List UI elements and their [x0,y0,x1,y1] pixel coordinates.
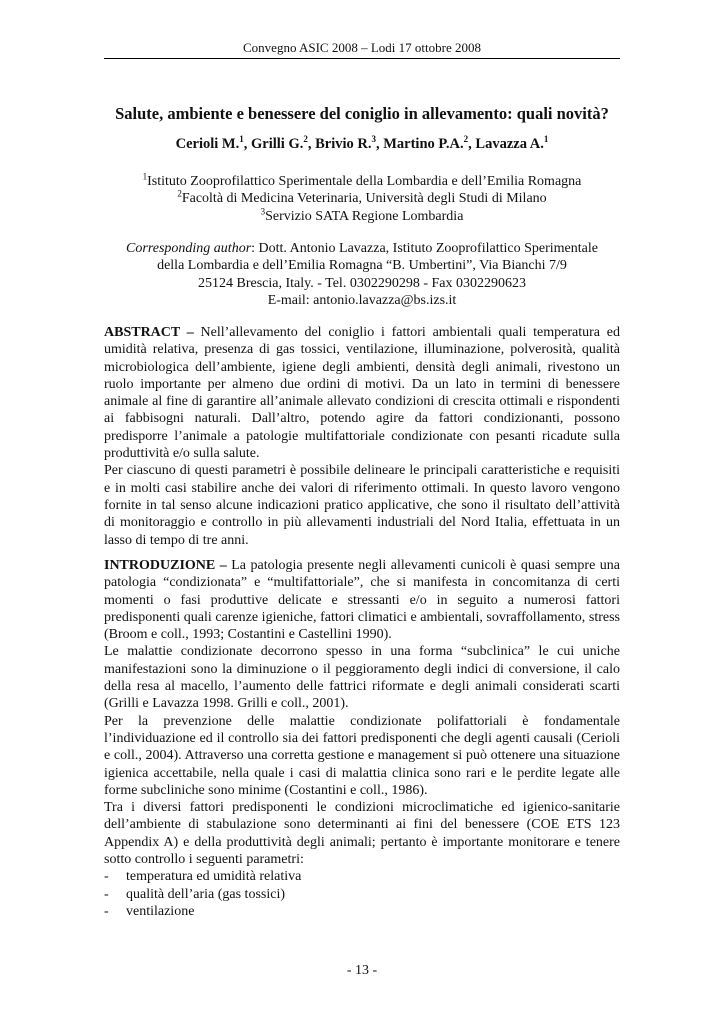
author-list [104,136,620,153]
list-item [104,903,620,920]
author-name: Martino P.A. [383,136,464,152]
corresponding-line: 25124 Brescia, Italy. - Tel. 0302290298 - Fax 0302290623 [198,275,526,291]
bullet-marker: - [104,903,109,919]
corresponding-email: E-mail: antonio.lavazza@bs.izs.it [267,292,457,308]
corresponding-label: Corresponding author [126,241,252,256]
list-item-text: ventilazione [126,903,195,919]
corresponding-line [104,240,620,257]
intro-paragraph: Le malattie condizionate decorrono spesso in una forma “subclinica” le cui uniche manifestazioni sono la diminuzione o il peggioramento degli indici di conversione, il calo della resa al macello, l’aumento delle fattrici riformate e degli animali considerati scarti (Grilli e Lavazza 1998. Grilli e coll., 2001). [104,644,620,712]
author-affil-sup: 3 [371,134,376,145]
intro-paragraph [104,557,620,643]
page-number: - 13 - [346,963,378,978]
intro-paragraph: Tra i diversi fattori predisponenti le condizioni microclimatiche ed igienico-sanitarie dell’ambiente di stabulazione sono determinanti ai fini del benessere (COE ETS 123 Appendix A) e della produttività degli animali; pertanto è importante monitorare e tenere sotto controllo i seguenti parametri: [104,800,620,868]
abstract-paragraph [104,324,620,462]
header-rule [104,58,620,59]
author-affil-sup: 2 [303,134,308,145]
affiliation-line [104,205,620,225]
author-separator: , [307,136,316,152]
intro-text: La patologia presente negli allevamenti cunicoli è quasi sempre una patologia “condizionata” e “multifattoriale”, che si manifesta in concomitanza di certi momenti o fasi produttive delicate e stressanti e/o in seguito a numerosi fattori predisponenti quali carenze igieniche, fattori climatici e ambientali, sovraffollamento, stress (Broom e coll., 1993; Costantini e Castellini 1990). [104,558,621,643]
bullet-marker: - [104,869,109,885]
abstract-text: Nell’allevamento del coniglio i fattori ambientali quali temperatura ed umidità relativa, presenza di gas tossici, ventilazione, illuminazione, polverosità, qualità microbiologica dell’ambiente, igiene degli ambienti, densità degli animali, rivestono un ruolo importante per almeno due ordini di motivi. Da un lato in termini di benessere animale al fine di garantire all’animale allevato condizioni di crescita ottimali e rispondenti ai fabbisogni naturali. Dall’altro, potendo agire da fattori condizionanti, possono predisporre l’animale a patologie multifattoriale condizionate con pesanti ricadute sulla produttività e/o sulla salute. [104,325,620,462]
corresponding-author-block [104,240,620,309]
author-name: Brivio R. [315,136,372,152]
list-item-text: qualità dell’aria (gas tossici) [126,886,285,902]
author-separator: , [468,136,476,152]
author-affil-sup: 2 [463,134,469,145]
list-item [104,868,620,885]
affiliation-sup: 1 [142,171,148,182]
bullet-marker: - [104,886,109,902]
author-separator: , [375,136,384,152]
author-name: Lavazza A. [475,136,544,152]
affiliation-text: Facoltà di Medicina Veterinaria, Università degli Studi di Milano [181,191,547,207]
affiliation-text: Servizio SATA Regione Lombardia [265,208,464,224]
abstract-paragraph: Per ciascuno di questi parametri è possibile delineare le principali caratteristiche e requisiti e in molti casi stabilire anche dei valori di riferimento ottimali. In questo lavoro vengono fornite in tal senso alcune indicazioni pratico applicative, che sono il risultato dell’attività di monitoraggio e controllo in più allevamenti industriali del Nord Italia, effettuata in un lasso di tempo di tre anni. [104,463,620,548]
intro-label: INTRODUZIONE – [104,558,227,573]
paper-title: Salute, ambiente e benessere del coniglio in allevamento: quali novità? [115,104,609,123]
author-name: Grilli G. [250,136,304,152]
corresponding-text: : Dott. Antonio Lavazza, Istituto Zooprofilattico Sperimentale [251,241,598,256]
parameter-list [104,868,620,920]
affiliations [104,173,620,225]
list-item-text: temperatura ed umidità relativa [126,869,302,885]
abstract-section [104,324,620,549]
list-item [104,886,620,903]
abstract-label: ABSTRACT – [104,325,194,340]
affiliation-sup: 2 [177,188,182,199]
running-header: Convegno ASIC 2008 – Lodi 17 ottobre 2008 [243,40,481,55]
affiliation-sup: 3 [260,205,266,216]
author-affil-sup: 1 [239,134,244,145]
affiliation-text: Istituto Zooprofilattico Sperimentale della Lombardia e dell’Emilia Romagna [147,174,582,189]
author-separator: , [243,136,251,152]
affiliation-line [104,190,620,207]
introduction-section [104,557,620,920]
author-affil-sup: 1 [543,134,549,145]
corresponding-line: della Lombardia e dell’Emilia Romagna “B. Umbertini”, Via Bianchi 7/9 [157,258,567,274]
intro-paragraph: Per la prevenzione delle malattie condizionate polifattoriali è fondamentale l’individuazione ed il controllo sia dei fattori predisponenti che degli agenti causali (Cerioli e coll., 2004). Attraverso una corretta gestione e management si può ottenere una situazione igienica accettabile, nella quale i casi di malattia clinica sono rari e le perdite legate alle forme subcliniche sono minime (Costantini e coll., 1986). [104,713,620,798]
author-name: Cerioli M. [175,136,240,152]
